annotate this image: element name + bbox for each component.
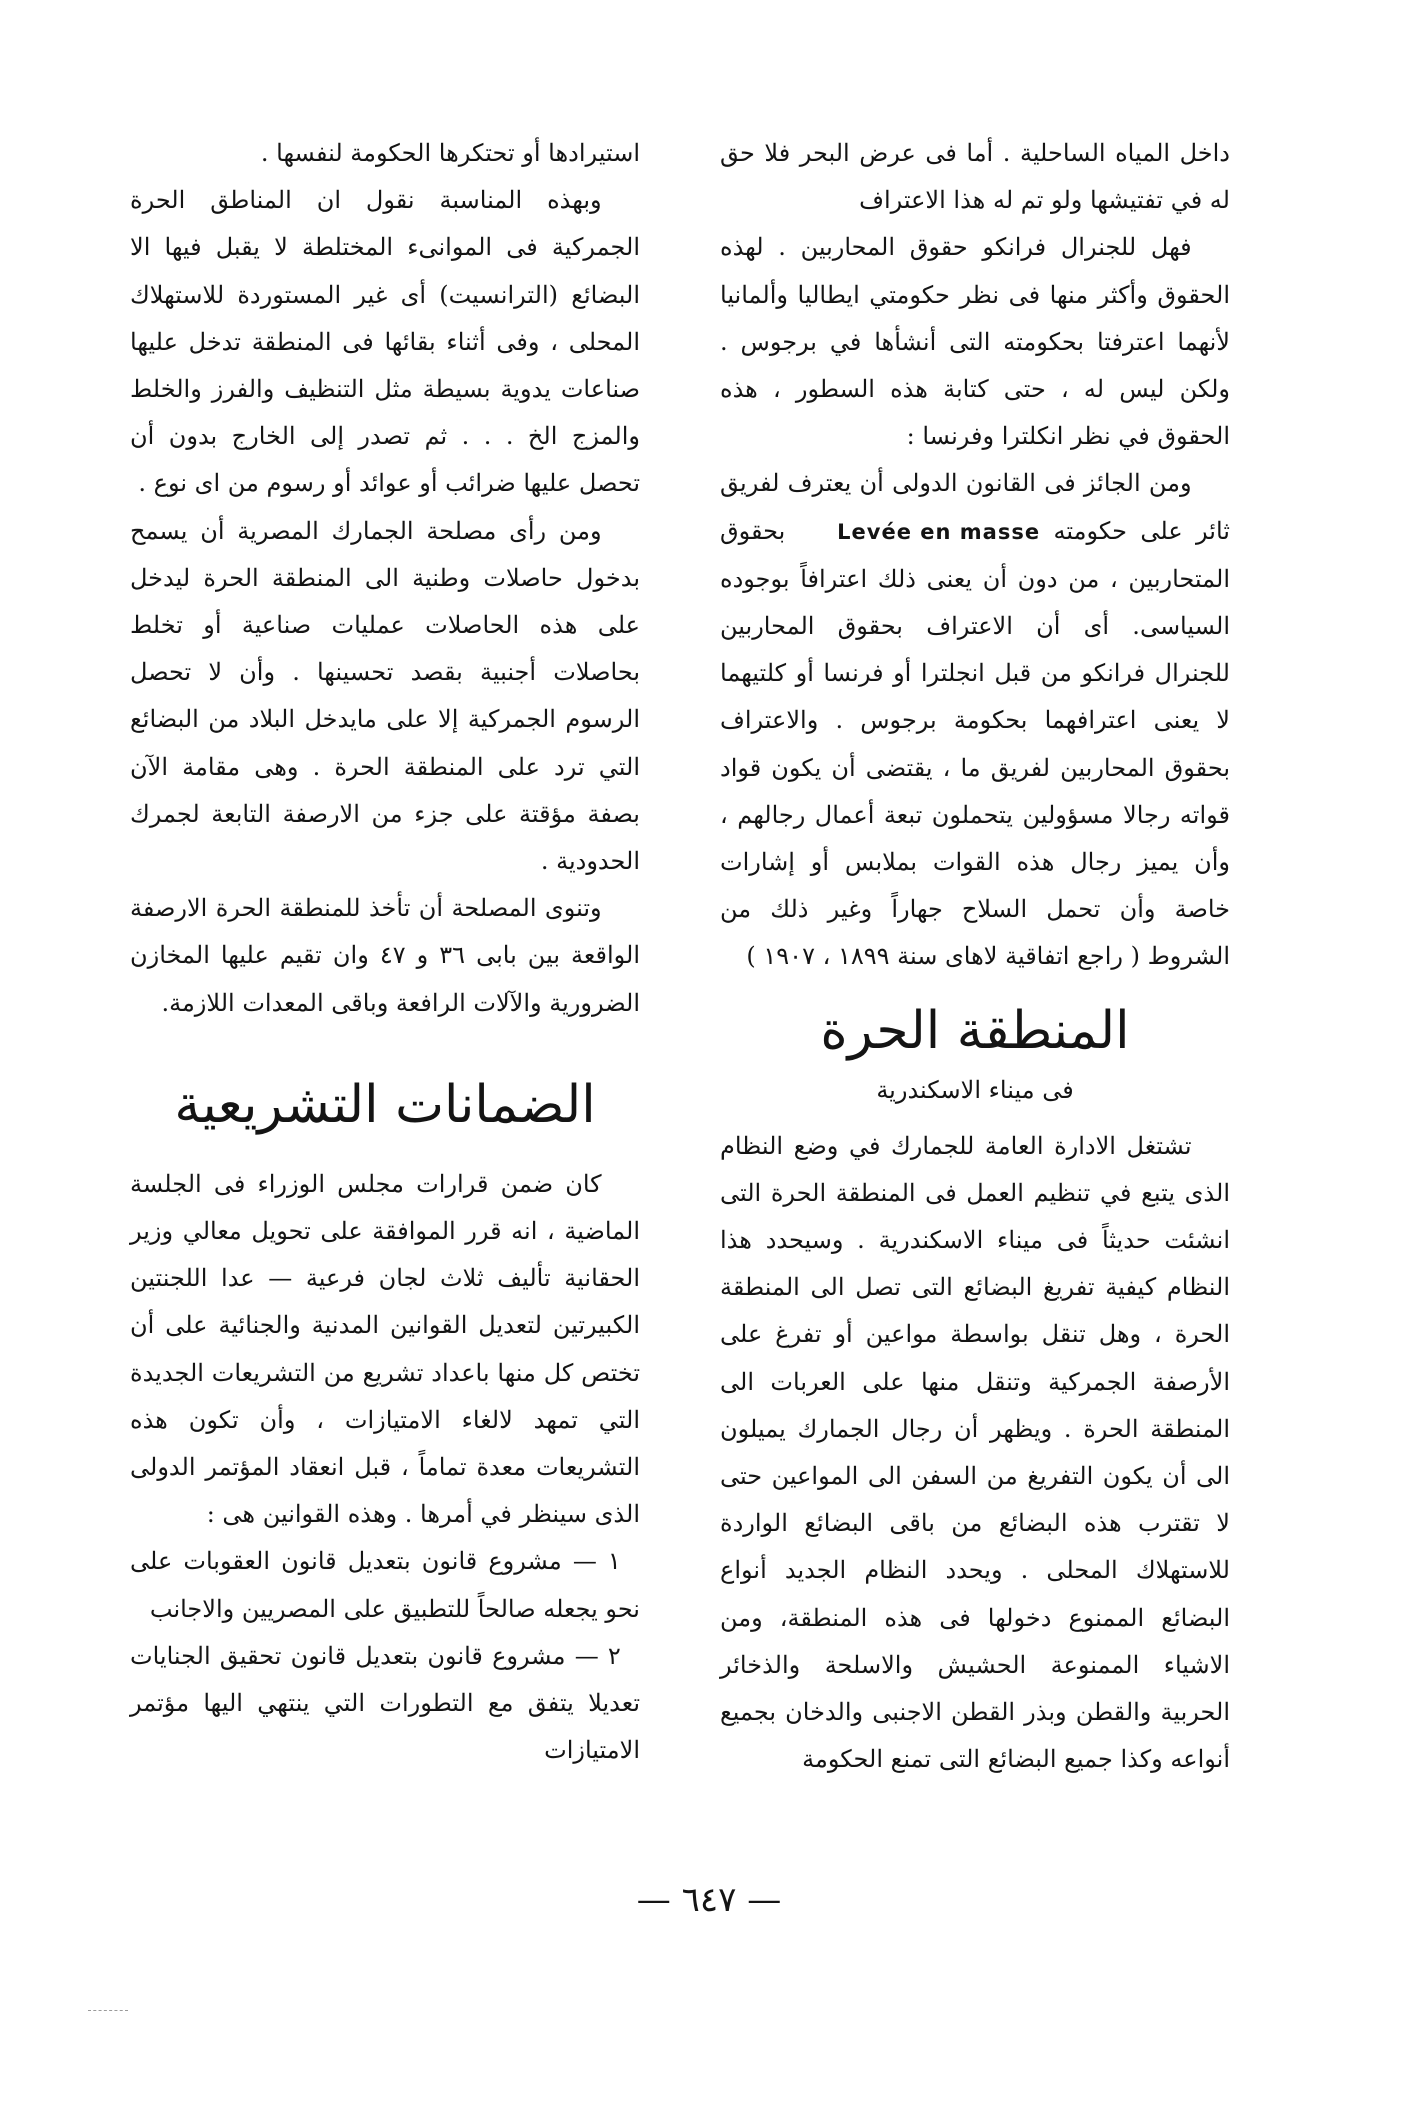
paragraph: استيرادها أو تحتكرها الحكومة لنفسها .: [260, 139, 640, 167]
paragraph: داخل المياه الساحلية . أما فى عرض البحر فلا حق له في تفتيشها ولو تم له هذا الاعتراف: [720, 139, 1230, 215]
list-item: ١ — مشروع قانون بتعديل قانون العقوبات على نحو يجعله صالحاً للتطبيق على المصريين والاجانب: [130, 1547, 640, 1623]
paragraph: ومن رأى مصلحة الجمارك المصرية أن يسمح بدخول حاصلات وطنية الى المنطقة الحرة ليدخل على هذه الحاصلات عمليات صناعية أو تخلط بحاصلات أجنبية بقصد تحسينها . وأن لا تحصل الرسوم الجمركية إلا على مايدخل البلاد من البضائع التي ترد على المنطقة الحرة . وهى مقامة الآن بصفة مؤقتة على جزء من الارصفة التابعة لجمرك الحدودية .: [130, 516, 640, 876]
section-heading-legislative-guarantees: الضمانات التشريعية: [174, 1074, 596, 1135]
paragraph: كان ضمن قرارات مجلس الوزراء فى الجلسة الماضية ، انه قرر الموافقة على تحويل معالي وزير الحقانية تأليف ثلاث لجان فرعية — عدا اللجنتين الكبيرتين لتعديل القوانين المدنية والجنائية على أن تختص كل منها باعداد تشريع من التشريعات الجديدة التي تمهد لالغاء الامتيازات ، وأن تكون هذه التشريعات معدة تماماً ، قبل انعقاد المؤتمر الدولى الذى سينظر في أمرها . وهذه القوانين هى :: [130, 1169, 640, 1529]
latin-term: Levée en masse: [837, 519, 1041, 544]
paragraph: فهل للجنرال فرانكو حقوق المحاربين . لهذه الحقوق وأكثر منها فى نظر حكومتي ايطاليا وألمانيا لأنهما اعترفتا بحكومته التى أنشأها في برجوس . ولكن ليس له ، حتى كتابة هذه السطور ، هذه الحقوق في نظر انكلترا وفرنسا :: [720, 233, 1230, 451]
paragraph: تشتغل الادارة العامة للجمارك في وضع النظام الذى يتبع في تنظيم العمل فى المنطقة الحرة التى انشئت حديثاً فى ميناء الاسكندرية . وسيحدد هذا النظام كيفية تفريغ البضائع التى تصل الى المنطقة الحرة ، وهل تنقل بواسطة مواعين أو تفرغ على الأرصفة الجمركية وتنقل منها على العربات الى المنطقة الحرة . ويظهر أن رجال الجمارك يميلون الى أن يكون التفريغ من السفن الى المواعين حتى لا تقترب هذه البضائع من باقى البضائع الواردة للاستهلاك المحلى . ويحدد النظام الجديد أنواع البضائع الممنوع دخولها فى هذه المنطقة، ومن الاشياء الممنوعة الحشيش والاسلحة والذخائر الحربية والقطن وبذر القطن الاجنبى والدخان بجميع أنواعه وكذا جميع البضائع التى تمنع الحكومة: [720, 1131, 1230, 1774]
text-run: بحقوق المتحاربين ، من دون أن يعنى ذلك اعترافاً بوجوده السياسى. أى أن الاعتراف بحقوق المحاربين للجنرال فرانكو من قبل انجلترا أو فرنسا أو كلتيهما لا يعنى اعترافهما بحكومة برجوس . والاعتراف بحقوق المحاربين لفريق ما ، يقتضى أن يكون قواد قواته رجالا مسؤولين يتحملون تبعة أعمال رجالهم ، وأن يميز رجال هذه القوات بملابس أو إشارات خاصة وأن تحمل السلاح جهاراً وغير ذلك من الشروط ( راجع اتفاقية لاهاى سنة ١٨٩٩ ، ١٩٠٧ ): [720, 516, 1230, 971]
paragraph-belligerent-rights: [720, 460, 1230, 980]
paragraph: وبهذه المناسبة نقول ان المناطق الحرة الجمركية فى الموانىء المختلطة لا يقبل فيها الا البضائع (الترانسيت) أى غير المستوردة للاستهلاك المحلى ، وفى أثناء بقائها فى المنطقة تدخل عليها صناعات يدوية بسيطة مثل التنظيف والفرز والخلط والمزج الخ . . . ثم تصدر إلى الخارج بدون أن تحصل عليها ضرائب أو عوائد أو رسوم من اى نوع .: [130, 186, 640, 498]
paragraph: وتنوى المصلحة أن تأخذ للمنطقة الحرة الارصفة الواقعة بين بابى ٣٦ و ٤٧ وان تقيم عليها المخازن الضرورية والآلات الرافعة وباقى المعدات اللازمة.: [130, 894, 640, 1017]
section-heading-free-zone: المنطقة الحرة: [820, 1000, 1130, 1061]
left-column: [130, 130, 640, 1775]
list-item: ٢ — مشروع قانون بتعديل قانون تحقيق الجنايات تعديلا يتفق مع التطورات التي ينتهي اليها مؤتمر الامتيازات: [130, 1641, 640, 1765]
section-subheading: فى ميناء الاسكندرية: [876, 1075, 1074, 1104]
scan-mark: [88, 2010, 128, 2012]
page-number: — ٦٤٧ —: [636, 1880, 782, 1920]
text-run: ومن الجائز فى القانون الدولى أن يعترف لفريق ثائر على حكومته: [720, 469, 1230, 545]
right-column: [720, 130, 1230, 1784]
